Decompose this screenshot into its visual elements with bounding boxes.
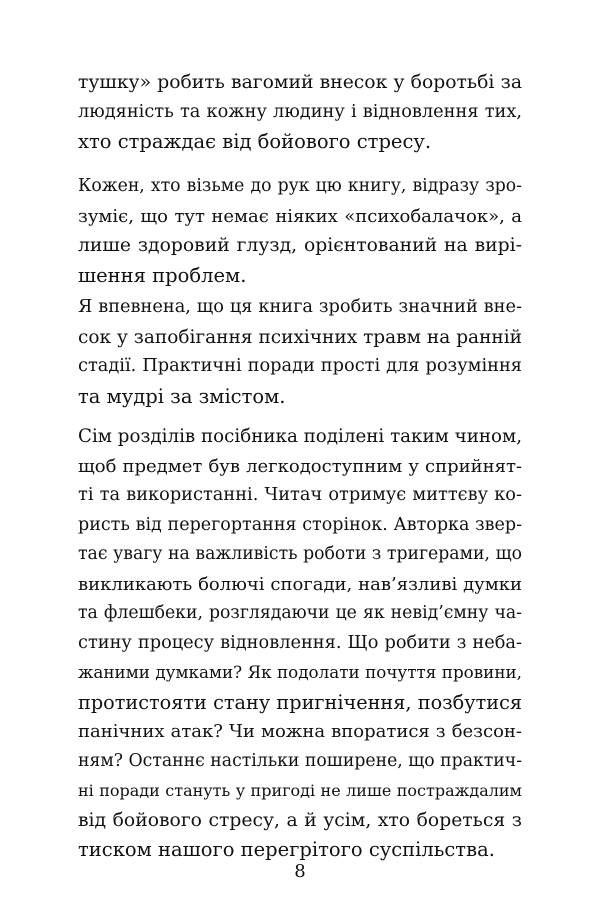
- text-line: шення проблем.: [78, 263, 247, 287]
- paragraph-3: [78, 293, 522, 411]
- text-line: щоб предмет був легкодоступним у сприйнят-: [78, 455, 522, 477]
- text-line: та мудрі за змістом.: [78, 384, 286, 408]
- text-line: стину процесу відновлення. Що робити з неба-: [78, 632, 522, 653]
- text-line: тушку» робить вагомий внесок у боротьбі за: [78, 72, 522, 93]
- text-line: сок у запобігання психічних травм на ранній: [78, 326, 522, 348]
- text-line: лише здоровий глузд, орієнтований на вирі-: [78, 235, 522, 256]
- text-line: тиском нашого перегрітого суспільства.: [78, 838, 495, 861]
- text-line: жаними думками? Як подолати почуття провини,: [78, 662, 522, 682]
- text-line: тає увагу на важливість роботи з тригерами, що: [78, 544, 522, 564]
- text-line: ристь від перегортання сторінок. Авторка звер-: [78, 514, 522, 535]
- text-line: ням? Останнє настільки поширене, що практич-: [78, 750, 523, 771]
- text-line: Я впевнена, що ця книга зробить значний вне-: [78, 297, 522, 317]
- text-line: викликають болючі спогади, нав’язливі думки: [78, 573, 522, 595]
- text-line: панічних атак? Чи можна впоратися з безсон-: [78, 721, 522, 742]
- text-line: ті та використанні. Читач отримує миттєву ко-: [78, 485, 522, 505]
- paragraph-1: [78, 68, 522, 157]
- text-line: протистояти стану пригнічення, позбутися: [78, 690, 522, 714]
- paragraph-4: [78, 422, 522, 865]
- text-line: хто страждає від бойового стресу.: [78, 130, 432, 153]
- text-line: людяність та кожну людину і відновлення тих,: [78, 101, 522, 122]
- paragraph-2: [78, 172, 522, 290]
- text-line: від бойового стресу, а й усім, хто бореться з: [78, 809, 522, 831]
- text-line: Сім розділів посібника поділені таким чином,: [78, 426, 522, 447]
- text-line: стадії. Практичні поради прості для розуміння: [78, 356, 522, 376]
- text-line: ні поради стануть у пригоді не лише постраждалим: [78, 781, 522, 800]
- page-number: 8: [294, 861, 306, 882]
- text-line: та флешбеки, розглядаючи це як невід’ємну ча-: [78, 603, 522, 623]
- text-line: Кожен, хто візьме до рук цю книгу, відразу зро-: [78, 176, 522, 196]
- text-line: зуміє, що тут немає ніяких «психобалачок», а: [78, 205, 522, 227]
